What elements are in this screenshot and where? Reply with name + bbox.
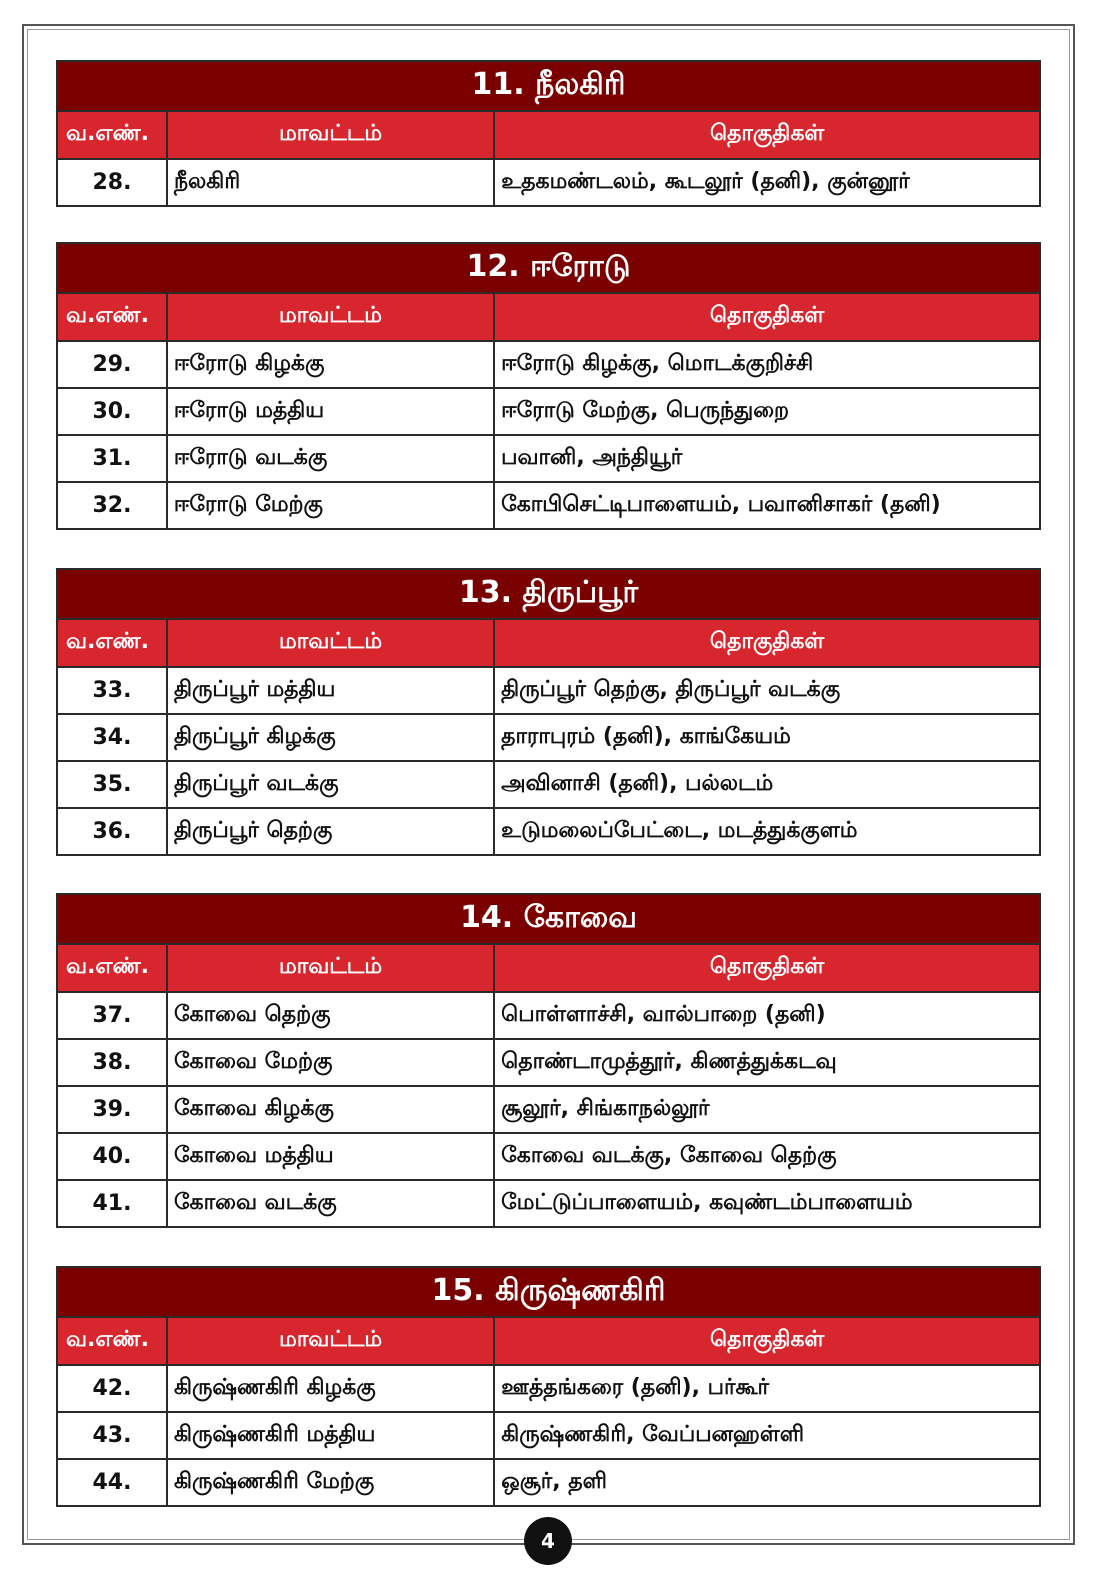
table-row bbox=[57, 482, 1040, 529]
district-cell: கோவை மத்திய bbox=[167, 1133, 494, 1180]
serial-cell: 41. bbox=[57, 1180, 167, 1227]
district-cell: கோவை தெற்கு bbox=[167, 992, 494, 1039]
district-cell: திருப்பூர் மத்திய bbox=[167, 667, 494, 714]
section-title: 14. கோவை bbox=[57, 894, 1040, 944]
constituencies-cell: அவினாசி (தனி), பல்லடம் bbox=[494, 761, 1040, 808]
col-header-serial: வ.எண். bbox=[57, 293, 167, 341]
constituencies-cell: உடுமலைப்பேட்டை, மடத்துக்குளம் bbox=[494, 808, 1040, 855]
constituencies-cell: ஈரோடு மேற்கு, பெருந்துறை bbox=[494, 388, 1040, 435]
serial-cell: 28. bbox=[57, 159, 167, 206]
serial-cell: 33. bbox=[57, 667, 167, 714]
constituencies-cell: சூலூர், சிங்காநல்லூர் bbox=[494, 1086, 1040, 1133]
col-header-district: மாவட்டம் bbox=[167, 944, 494, 992]
table-row bbox=[57, 435, 1040, 482]
serial-cell: 29. bbox=[57, 341, 167, 388]
col-header-constituencies: தொகுதிகள் bbox=[494, 111, 1040, 159]
district-cell: நீலகிரி bbox=[167, 159, 494, 206]
table-row bbox=[57, 667, 1040, 714]
district-table-erode bbox=[56, 242, 1041, 530]
serial-cell: 36. bbox=[57, 808, 167, 855]
table-row bbox=[57, 1086, 1040, 1133]
district-cell: கோவை வடக்கு bbox=[167, 1180, 494, 1227]
col-header-constituencies: தொகுதிகள் bbox=[494, 1317, 1040, 1365]
section-title: 12. ஈரோடு bbox=[57, 243, 1040, 293]
constituencies-cell: உதகமண்டலம், கூடலூர் (தனி), குன்னூர் bbox=[494, 159, 1040, 206]
district-cell: திருப்பூர் தெற்கு bbox=[167, 808, 494, 855]
constituencies-cell: ஒசூர், தளி bbox=[494, 1459, 1040, 1506]
district-table-nilgiris bbox=[56, 60, 1041, 207]
table-row bbox=[57, 341, 1040, 388]
district-cell: ஈரோடு வடக்கு bbox=[167, 435, 494, 482]
serial-cell: 30. bbox=[57, 388, 167, 435]
district-table-kovai bbox=[56, 893, 1041, 1228]
district-cell: கோவை மேற்கு bbox=[167, 1039, 494, 1086]
district-cell: கிருஷ்ணகிரி மேற்கு bbox=[167, 1459, 494, 1506]
table-row bbox=[57, 159, 1040, 206]
table-row bbox=[57, 1180, 1040, 1227]
serial-cell: 39. bbox=[57, 1086, 167, 1133]
constituencies-cell: கோபிசெட்டிபாளையம், பவானிசாகர் (தனி) bbox=[494, 482, 1040, 529]
constituencies-cell: ஈரோடு கிழக்கு, மொடக்குறிச்சி bbox=[494, 341, 1040, 388]
table-row bbox=[57, 761, 1040, 808]
section-title: 13. திருப்பூர் bbox=[57, 569, 1040, 619]
serial-cell: 42. bbox=[57, 1365, 167, 1412]
serial-cell: 43. bbox=[57, 1412, 167, 1459]
constituencies-cell: பவானி, அந்தியூர் bbox=[494, 435, 1040, 482]
district-cell: கிருஷ்ணகிரி கிழக்கு bbox=[167, 1365, 494, 1412]
col-header-serial: வ.எண். bbox=[57, 1317, 167, 1365]
table-row bbox=[57, 1039, 1040, 1086]
serial-cell: 44. bbox=[57, 1459, 167, 1506]
serial-cell: 40. bbox=[57, 1133, 167, 1180]
col-header-serial: வ.எண். bbox=[57, 944, 167, 992]
col-header-constituencies: தொகுதிகள் bbox=[494, 944, 1040, 992]
constituencies-cell: தாராபுரம் (தனி), காங்கேயம் bbox=[494, 714, 1040, 761]
table-row bbox=[57, 388, 1040, 435]
table-row bbox=[57, 992, 1040, 1039]
col-header-constituencies: தொகுதிகள் bbox=[494, 619, 1040, 667]
page-number-badge: 4 bbox=[524, 1517, 572, 1565]
district-cell: திருப்பூர் வடக்கு bbox=[167, 761, 494, 808]
serial-cell: 32. bbox=[57, 482, 167, 529]
section-title: 11. நீலகிரி bbox=[57, 61, 1040, 111]
serial-cell: 34. bbox=[57, 714, 167, 761]
constituencies-cell: கிருஷ்ணகிரி, வேப்பனஹள்ளி bbox=[494, 1412, 1040, 1459]
col-header-district: மாவட்டம் bbox=[167, 293, 494, 341]
col-header-constituencies: தொகுதிகள் bbox=[494, 293, 1040, 341]
table-row bbox=[57, 1133, 1040, 1180]
constituencies-cell: தொண்டாமுத்தூர், கிணத்துக்கடவு bbox=[494, 1039, 1040, 1086]
constituencies-cell: கோவை வடக்கு, கோவை தெற்கு bbox=[494, 1133, 1040, 1180]
constituencies-cell: பொள்ளாச்சி, வால்பாறை (தனி) bbox=[494, 992, 1040, 1039]
district-table-tiruppur bbox=[56, 568, 1041, 856]
table-row bbox=[57, 1459, 1040, 1506]
col-header-serial: வ.எண். bbox=[57, 111, 167, 159]
district-cell: ஈரோடு கிழக்கு bbox=[167, 341, 494, 388]
serial-cell: 31. bbox=[57, 435, 167, 482]
col-header-district: மாவட்டம் bbox=[167, 111, 494, 159]
constituencies-cell: மேட்டுப்பாளையம், கவுண்டம்பாளையம் bbox=[494, 1180, 1040, 1227]
col-header-district: மாவட்டம் bbox=[167, 619, 494, 667]
table-row bbox=[57, 714, 1040, 761]
col-header-district: மாவட்டம் bbox=[167, 1317, 494, 1365]
district-cell: கோவை கிழக்கு bbox=[167, 1086, 494, 1133]
serial-cell: 38. bbox=[57, 1039, 167, 1086]
district-cell: ஈரோடு மத்திய bbox=[167, 388, 494, 435]
serial-cell: 35. bbox=[57, 761, 167, 808]
district-cell: ஈரோடு மேற்கு bbox=[167, 482, 494, 529]
table-row bbox=[57, 808, 1040, 855]
constituencies-cell: திருப்பூர் தெற்கு, திருப்பூர் வடக்கு bbox=[494, 667, 1040, 714]
section-title: 15. கிருஷ்ணகிரி bbox=[57, 1267, 1040, 1317]
district-cell: கிருஷ்ணகிரி மத்திய bbox=[167, 1412, 494, 1459]
table-row bbox=[57, 1365, 1040, 1412]
serial-cell: 37. bbox=[57, 992, 167, 1039]
table-row bbox=[57, 1412, 1040, 1459]
col-header-serial: வ.எண். bbox=[57, 619, 167, 667]
constituencies-cell: ஊத்தங்கரை (தனி), பர்கூர் bbox=[494, 1365, 1040, 1412]
district-cell: திருப்பூர் கிழக்கு bbox=[167, 714, 494, 761]
district-table-krishnagiri bbox=[56, 1266, 1041, 1507]
